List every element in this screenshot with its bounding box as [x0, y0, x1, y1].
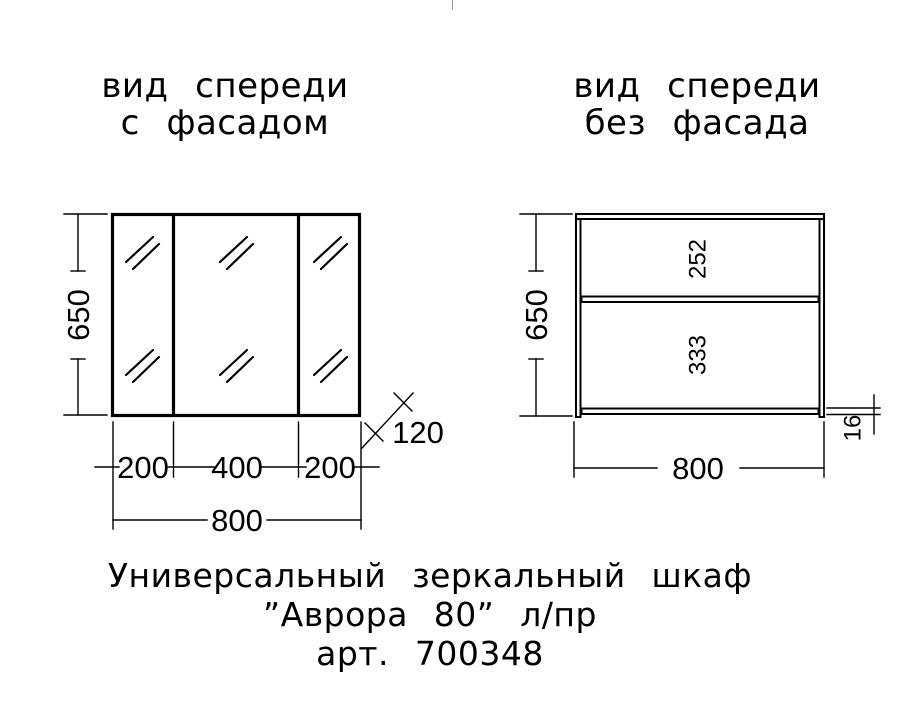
oblique-tick [365, 423, 383, 441]
product-model: ”Аврора 80” л/пр [263, 595, 597, 634]
total-width-front-label: 800 [211, 502, 263, 538]
dimension-thickness [827, 395, 880, 441]
cabinet-outline [113, 215, 360, 416]
middle-shelf [582, 297, 819, 303]
top-panel [576, 214, 824, 219]
front-view-title-line2: с фасадом [120, 103, 330, 143]
product-article: арт. 700348 [316, 634, 544, 673]
carcass-view-title-line1: вид спереди [573, 66, 821, 106]
front-view-title-line1: вид спереди [101, 66, 349, 106]
dimension-depth [362, 393, 444, 450]
front-view [61, 214, 444, 538]
carcass-height-label: 650 [518, 289, 554, 341]
total-width-carcass-label: 800 [672, 450, 724, 486]
carcass-view-title-line2: без фасада [584, 103, 810, 143]
depth-label: 120 [392, 414, 444, 450]
dimension-height-front [61, 214, 107, 415]
door-width-right-label: 200 [304, 449, 356, 485]
oblique-tick [394, 393, 412, 411]
front-height-label: 650 [60, 289, 96, 341]
thickness-label: 16 [839, 414, 867, 442]
door-width-center-label: 400 [211, 449, 263, 485]
carcass-view [519, 214, 880, 486]
bottom-shelf [582, 409, 819, 415]
side-panel-right [820, 214, 825, 417]
dimension-height-carcass [519, 214, 572, 416]
door-width-left-label: 200 [117, 449, 169, 485]
dimension-width-carcass [574, 422, 824, 486]
side-panel-left [576, 214, 581, 417]
bottom-section-label: 333 [684, 334, 712, 376]
product-caption [80, 556, 780, 673]
top-section-label: 252 [684, 238, 712, 280]
product-name: Универсальный зеркальный шкаф [107, 556, 753, 595]
dimension-widths-front [95, 422, 379, 538]
